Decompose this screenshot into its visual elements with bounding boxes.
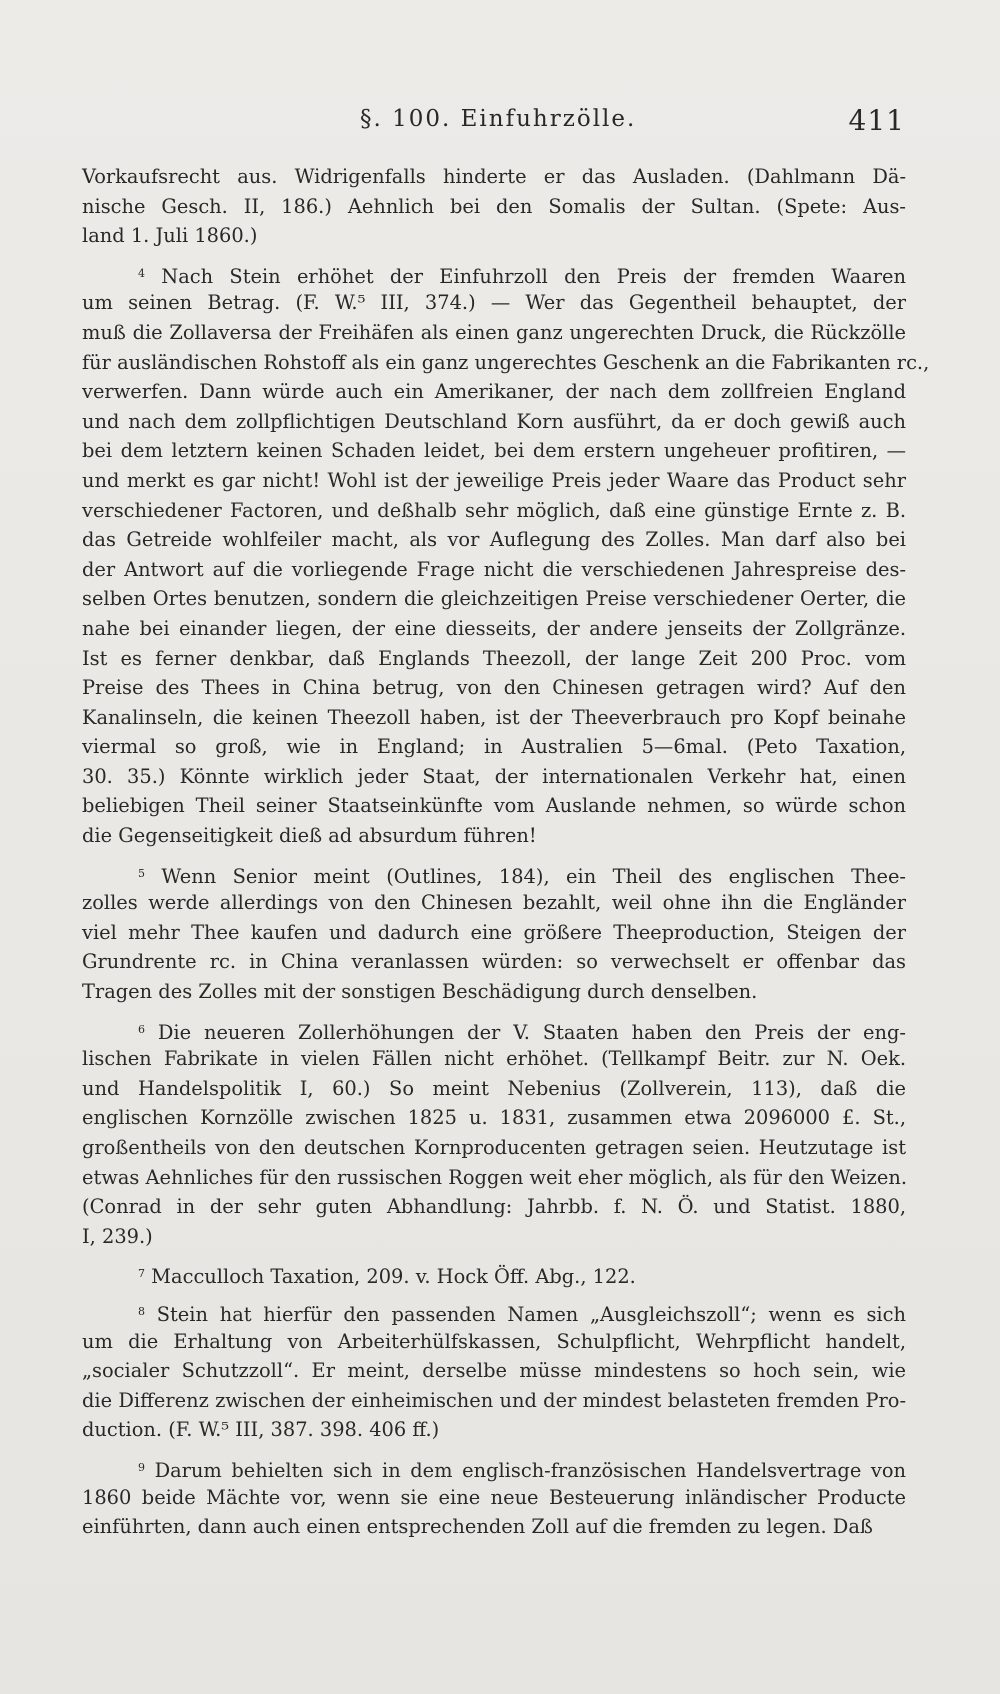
footnote-text: Ist es ferner denkbar, daß Englands Theezoll, der lange Zeit 200 Proc. vom <box>82 646 906 670</box>
footnote-text: Preise des Thees in China betrug, von den Chinesen getragen wird? Auf den <box>82 676 906 700</box>
footnote-line <box>82 947 906 977</box>
footnote-line <box>82 1483 906 1513</box>
footnote-marker: 7 <box>138 1267 145 1281</box>
footnote-line <box>82 1453 906 1483</box>
footnote-line <box>82 1415 906 1445</box>
footnote-text: Vorkaufsrecht aus. Widrigenfalls hinderte er das Ausladen. (Dahlmann Dä- <box>82 165 906 188</box>
footnote-text: das Getreide wohlfeiler macht, als vor Auflegung des Zolles. Man darf also bei <box>82 528 906 552</box>
footnote-line <box>82 407 906 437</box>
footnote-text: der Antwort auf die vorliegende Frage nicht die verschiedenen Jahrespreise des- <box>82 557 906 581</box>
footnote-text: Darum behielten sich in dem englisch-französischen Handelsvertrage von <box>154 1458 906 1482</box>
footnote-text: und Handelspolitik I, 60.) So meint Nebenius (Zollverein, 113), daß die <box>82 1076 906 1100</box>
footnote-text: zolles werde allerdings von den Chinesen bezahlt, weil ohne ihn die Engländer <box>82 891 906 915</box>
footnote-text: lischen Fabrikate in vielen Fällen nicht erhöhet. (Tellkampf Beitr. zur N. Oek. <box>82 1047 906 1071</box>
footnote-line <box>82 1074 906 1104</box>
footnote-text: duction. (F. W.⁵ III, 387. 398. 406 ff.) <box>82 1418 440 1442</box>
footnote-line <box>82 762 906 792</box>
footnote-text: und nach dem zollpflichtigen Deutschland Korn ausführt, da er doch gewiß auch <box>82 409 906 433</box>
footnote-line <box>82 288 906 318</box>
footnote-marker: 4 <box>138 266 145 280</box>
footnote-line <box>82 703 906 733</box>
footnote-text: I, 239.) <box>82 1224 153 1248</box>
section-title: §. 100. Einfuhrzölle. <box>360 106 637 132</box>
footnote-line <box>82 192 906 222</box>
footnote-text: um die Erhaltung von Arbeiterhülfskassen, Schulpflicht, Wehrpflicht handelt, <box>82 1329 906 1353</box>
footnote-text: Kanalinseln, die keinen Theezoll haben, ist der Theeverbrauch pro Kopf beinahe <box>82 705 906 729</box>
footnote-text: nische Gesch. II, 186.) Aehnlich bei den Somalis der Sultan. (Spete: Aus- <box>82 194 906 218</box>
footnote-line <box>82 466 906 496</box>
footnote-line <box>82 1133 906 1163</box>
footnote-line <box>82 496 906 526</box>
footnote-text: die Gegenseitigkeit dieß ad absurdum führen! <box>82 824 537 848</box>
footnote <box>82 162 906 251</box>
footnote <box>82 1453 906 1542</box>
footnote-line <box>82 673 906 703</box>
footnote-text: englischen Kornzölle zwischen 1825 u. 1831, zusammen etwa 2096000 £. St., <box>82 1106 906 1130</box>
footnote-line <box>82 888 906 918</box>
footnote-text: und merkt es gar nicht! Wohl ist der jeweilige Preis jeder Waare das Product sehr <box>82 468 906 492</box>
footnote-line <box>82 859 906 889</box>
footnote-line <box>82 348 930 378</box>
footnote-text: die Differenz zwischen der einheimischen und der mindest belasteten fremden Pro- <box>82 1388 906 1412</box>
footnote-line <box>82 1386 906 1416</box>
footnote-text: muß die Zollaversa der Freihäfen als einen ganz ungerechten Druck, die Rückzölle <box>82 320 906 344</box>
footnote <box>82 1259 906 1289</box>
footnote-line <box>82 977 906 1007</box>
footnote-text: Stein hat hierfür den passenden Namen „Ausgleichszoll“; wenn es sich <box>156 1302 906 1326</box>
footnote-line <box>82 1356 906 1386</box>
footnote-line <box>82 614 906 644</box>
footnote-line <box>82 1103 906 1133</box>
footnote-line <box>82 1259 906 1289</box>
footnote-line <box>82 525 906 555</box>
footnote-text: großentheils von den deutschen Kornproducenten getragen seien. Heutzutage ist <box>82 1136 906 1159</box>
footnote-marker: 8 <box>138 1304 145 1318</box>
page-number: 411 <box>848 104 905 137</box>
footnote-line <box>82 918 906 948</box>
running-header <box>0 104 1000 144</box>
footnote-line <box>82 732 906 762</box>
footnote-line <box>82 1222 906 1252</box>
footnote-text: für ausländischen Rohstoff als ein ganz ungerechtes Geschenk an die Fabrikanten rc., <box>82 350 930 374</box>
footnote-line <box>82 1163 906 1193</box>
footnote-text: Nach Stein erhöhet der Einfuhrzoll den Preis der fremden Waaren <box>161 264 906 288</box>
footnote-line <box>82 1327 906 1357</box>
footnote-line <box>82 644 906 674</box>
footnote-line <box>82 821 906 851</box>
footnote-line <box>82 259 906 289</box>
footnote-line <box>82 555 906 585</box>
footnote-line <box>82 1192 906 1222</box>
footnote-line <box>82 1512 906 1542</box>
footnote-line <box>82 318 906 348</box>
footnote-text: Wenn Senior meint (Outlines, 184), ein Theil des englischen Thee- <box>161 864 906 888</box>
footnote-text: Die neueren Zollerhöhungen der V. Staaten haben den Preis der eng- <box>157 1020 906 1044</box>
footnote <box>82 1297 906 1445</box>
footnote <box>82 259 930 851</box>
footnote-marker: 5 <box>138 866 145 880</box>
footnote-text: verschiedener Factoren, und deßhalb sehr möglich, daß eine günstige Ernte z. B. <box>82 498 906 522</box>
footnote-text: 1860 beide Mächte vor, wenn sie eine neue Besteuerung inländischer Producte <box>82 1485 906 1509</box>
footnote-text: viermal so groß, wie in England; in Australien 5—6mal. (Peto Taxation, <box>82 735 906 759</box>
footnote-text: 30. 35.) Könnte wirklich jeder Staat, der internationalen Verkehr hat, einen <box>82 764 906 788</box>
footnote-line <box>82 436 906 466</box>
footnote-marker: 6 <box>138 1022 145 1036</box>
footnote-line <box>82 221 906 251</box>
footnote-text: einführten, dann auch einen entsprechenden Zoll auf die fremden zu legen. Daß <box>82 1515 873 1539</box>
footnote-text: (Conrad in der sehr guten Abhandlung: Jahrbb. f. N. Ö. und Statist. 1880, <box>82 1195 906 1219</box>
footnote-text: etwas Aehnliches für den russischen Roggen weit eher möglich, als für den Weizen. <box>82 1165 908 1189</box>
footnote-line <box>82 1297 906 1327</box>
footnote-line <box>82 162 906 192</box>
footnote <box>82 859 906 1007</box>
footnote-line <box>82 377 906 407</box>
footnote-text: Tragen des Zolles mit der sonstigen Beschädigung durch denselben. <box>82 980 758 1004</box>
footnotes-block <box>82 162 930 1542</box>
footnote-text: „socialer Schutzzoll“. Er meint, derselbe müsse mindestens so hoch sein, wie <box>82 1359 906 1383</box>
footnote-line <box>82 791 906 821</box>
footnote-text: nahe bei einander liegen, der eine diesseits, der andere jenseits der Zollgränze. <box>82 616 906 640</box>
footnote-text: verwerfen. Dann würde auch ein Amerikaner, der nach dem zollfreien England <box>82 380 906 404</box>
footnote-text: viel mehr Thee kaufen und dadurch eine größere Theeproduction, Steigen der <box>82 920 906 944</box>
footnote-text: beliebigen Theil seiner Staatseinkünfte vom Auslande nehmen, so würde schon <box>82 794 906 818</box>
footnote-text: um seinen Betrag. (F. W.⁵ III, 374.) — Wer das Gegentheil behauptet, der <box>82 291 906 315</box>
footnote-text: Macculloch Taxation, 209. v. Hock Öff. Abg., 122. <box>151 1265 636 1289</box>
footnote-text: Grundrente rc. in China veranlassen würden: so verwechselt er offenbar das <box>82 950 906 974</box>
footnote-line <box>82 1015 906 1045</box>
footnote <box>82 1015 906 1252</box>
footnote-line <box>82 1044 906 1074</box>
footnote-text: selben Ortes benutzen, sondern die gleichzeitigen Preise verschiedener Oerter, die <box>82 587 906 611</box>
footnote-text: land 1. Juli 1860.) <box>82 224 258 248</box>
footnote-marker: 9 <box>138 1460 145 1474</box>
footnote-line <box>82 584 906 614</box>
footnote-text: bei dem letztern keinen Schaden leidet, bei dem erstern ungeheuer profitiren, — <box>82 439 906 463</box>
